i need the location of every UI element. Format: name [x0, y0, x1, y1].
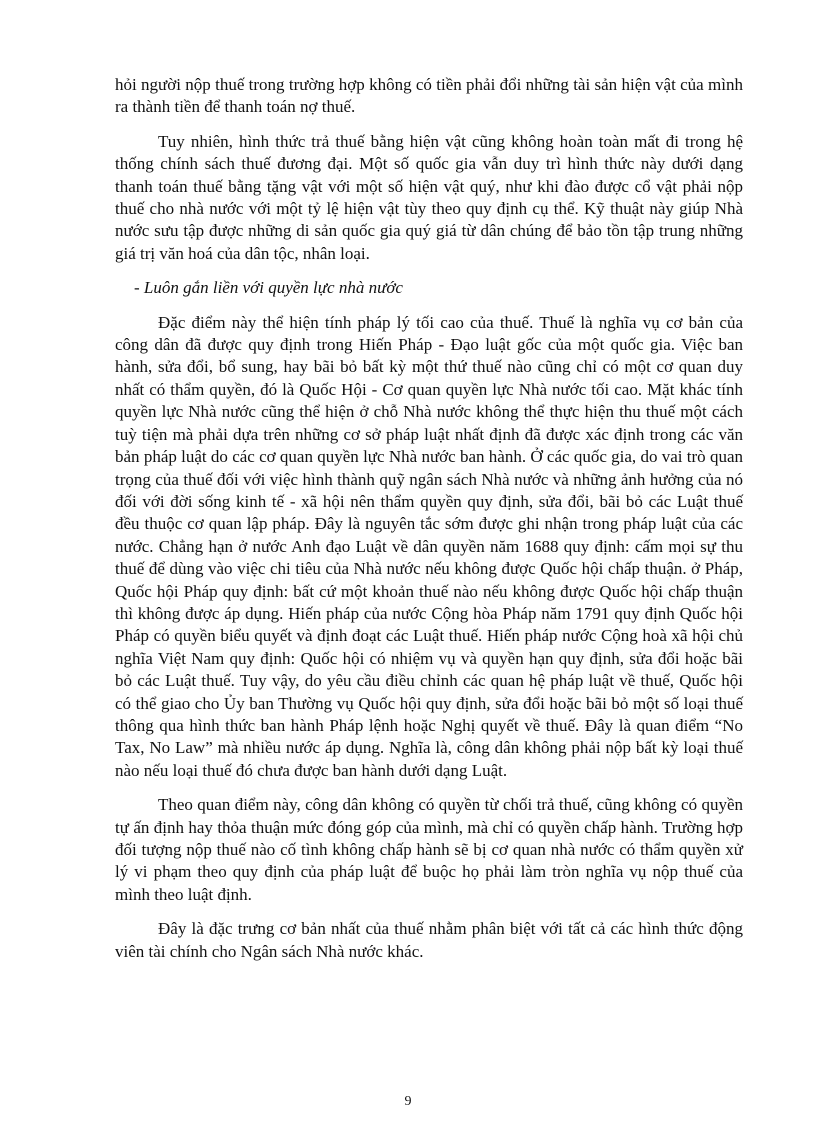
paragraph-continued: hỏi người nộp thuế trong trường hợp không có tiền phải đổi những tài sản hiện vật của mình ra thành tiền để thanh toán nợ thuế. — [115, 75, 743, 117]
paragraph-state-power: Đặc điểm này thể hiện tính pháp lý tối cao của thuế. Thuế là nghĩa vụ cơ bản của công dân đã được quy định trong Hiến Pháp - Đạo luật gốc của một quốc gia. Việc ban hành, sửa đổi, bổ sung, hay bãi bỏ bất kỳ một thứ thuế nào cũng chỉ có một cơ quan duy nhất có thẩm quyền, đó là Quốc Hội - Cơ quan quyền lực Nhà nước tối cao. Mặt khác tính quyền lực Nhà nước cũng thể hiện ở chỗ Nhà nước không thể thực hiện thu thuế một cách tuỳ tiện mà phải dựa trên những cơ sở pháp luật nhất định đã được xác định trong các văn bản pháp luật do các cơ quan quyền lực Nhà nước ban hành. Ở các quốc gia, do vai trò quan trọng của thuế đối với việc hình thành quỹ ngân sách Nhà nước và những ảnh hưởng của nó đối với đời sống kinh tế - xã hội nên thẩm quyền quy định, sửa đổi, bãi bỏ các Luật thuế đều thuộc cơ quan lập pháp. Đây là nguyên tắc sớm được ghi nhận trong pháp luật của các nước. Chẳng hạn ở nước Anh đạo Luật về dân quyền năm 1688 quy định: cấm mọi sự thu thuế để dùng vào việc chi tiêu của Nhà nước nếu không được Quốc hội chấp thuận. ở Pháp, Quốc hội Pháp quy định: bất cứ một khoản thuế nào nếu không được Quốc hội chấp thuận thì không được áp dụng. Hiến pháp của nước Cộng hòa Pháp năm 1791 quy định Quốc hội Pháp có quyền biểu quyết và định đoạt các Luật thuế. Hiến pháp nước Cộng hoà xã hội chủ nghĩa Việt Nam quy định: Quốc hội có nhiệm vụ và quyền hạn quy định, sửa đổi hoặc bãi bỏ các Luật thuế. Tuy vậy, do yêu cầu điều chỉnh các quan hệ pháp luật về thuế, Quốc hội có thể giao cho Ủy ban Thường vụ Quốc hội quy định, sửa đổi hoặc bãi bỏ một số loại thuế thông qua hình thức ban hành Pháp lệnh hoặc Nghị quyết về thuế. Đây là quan điểm “No Tax, No Law” mà nhiều nước áp dụng. Nghĩa là, công dân không phải nộp bất kỳ loại thuế nào nếu loại thuế đó chưa được ban hành dưới dạng Luật. — [115, 312, 743, 780]
page-number: 9 — [404, 1094, 412, 1109]
paragraph-citizen-obligation: Theo quan điểm này, công dân không có quyền từ chối trả thuế, cũng không có quyền tự ấn định hay thỏa thuận mức đóng góp của mình, mà chỉ có quyền chấp hành. Trường hợp đối tượng nộp thuế nào cố tình không chấp hành sẽ bị cơ quan nhà nước có thẩm quyền xử lý vi phạm theo quy định của pháp luật để buộc họ phải làm tròn nghĩa vụ nộp thuế của mình theo luật định. — [115, 795, 743, 904]
paragraph-in-kind-tax: Tuy nhiên, hình thức trả thuế bằng hiện vật cũng không hoàn toàn mất đi trong hệ thống chính sách thuế đương đại. Một số quốc gia vẫn duy trì hình thức này dưới dạng thanh toán thuế bằng tặng vật với một số hiện vật quý, như khi đào được cổ vật phải nộp thuế cho nhà nước với một tỷ lệ hiện vật tùy theo quy định cụ thể. Kỹ thuật này giúp Nhà nước sưu tập được những di sản quốc gia quý giá từ dân chúng để bảo tồn tập trung những giá trị văn hoá của dân tộc, nhân loại. — [115, 131, 743, 263]
page-body — [115, 74, 743, 975]
section-subheading: - Luôn gắn liền với quyền lực nhà nước — [134, 278, 403, 298]
paragraph-conclusion: Đây là đặc trưng cơ bản nhất của thuế nhằm phân biệt với tất cả các hình thức động viên tài chính cho Ngân sách Nhà nước khác. — [115, 919, 743, 961]
